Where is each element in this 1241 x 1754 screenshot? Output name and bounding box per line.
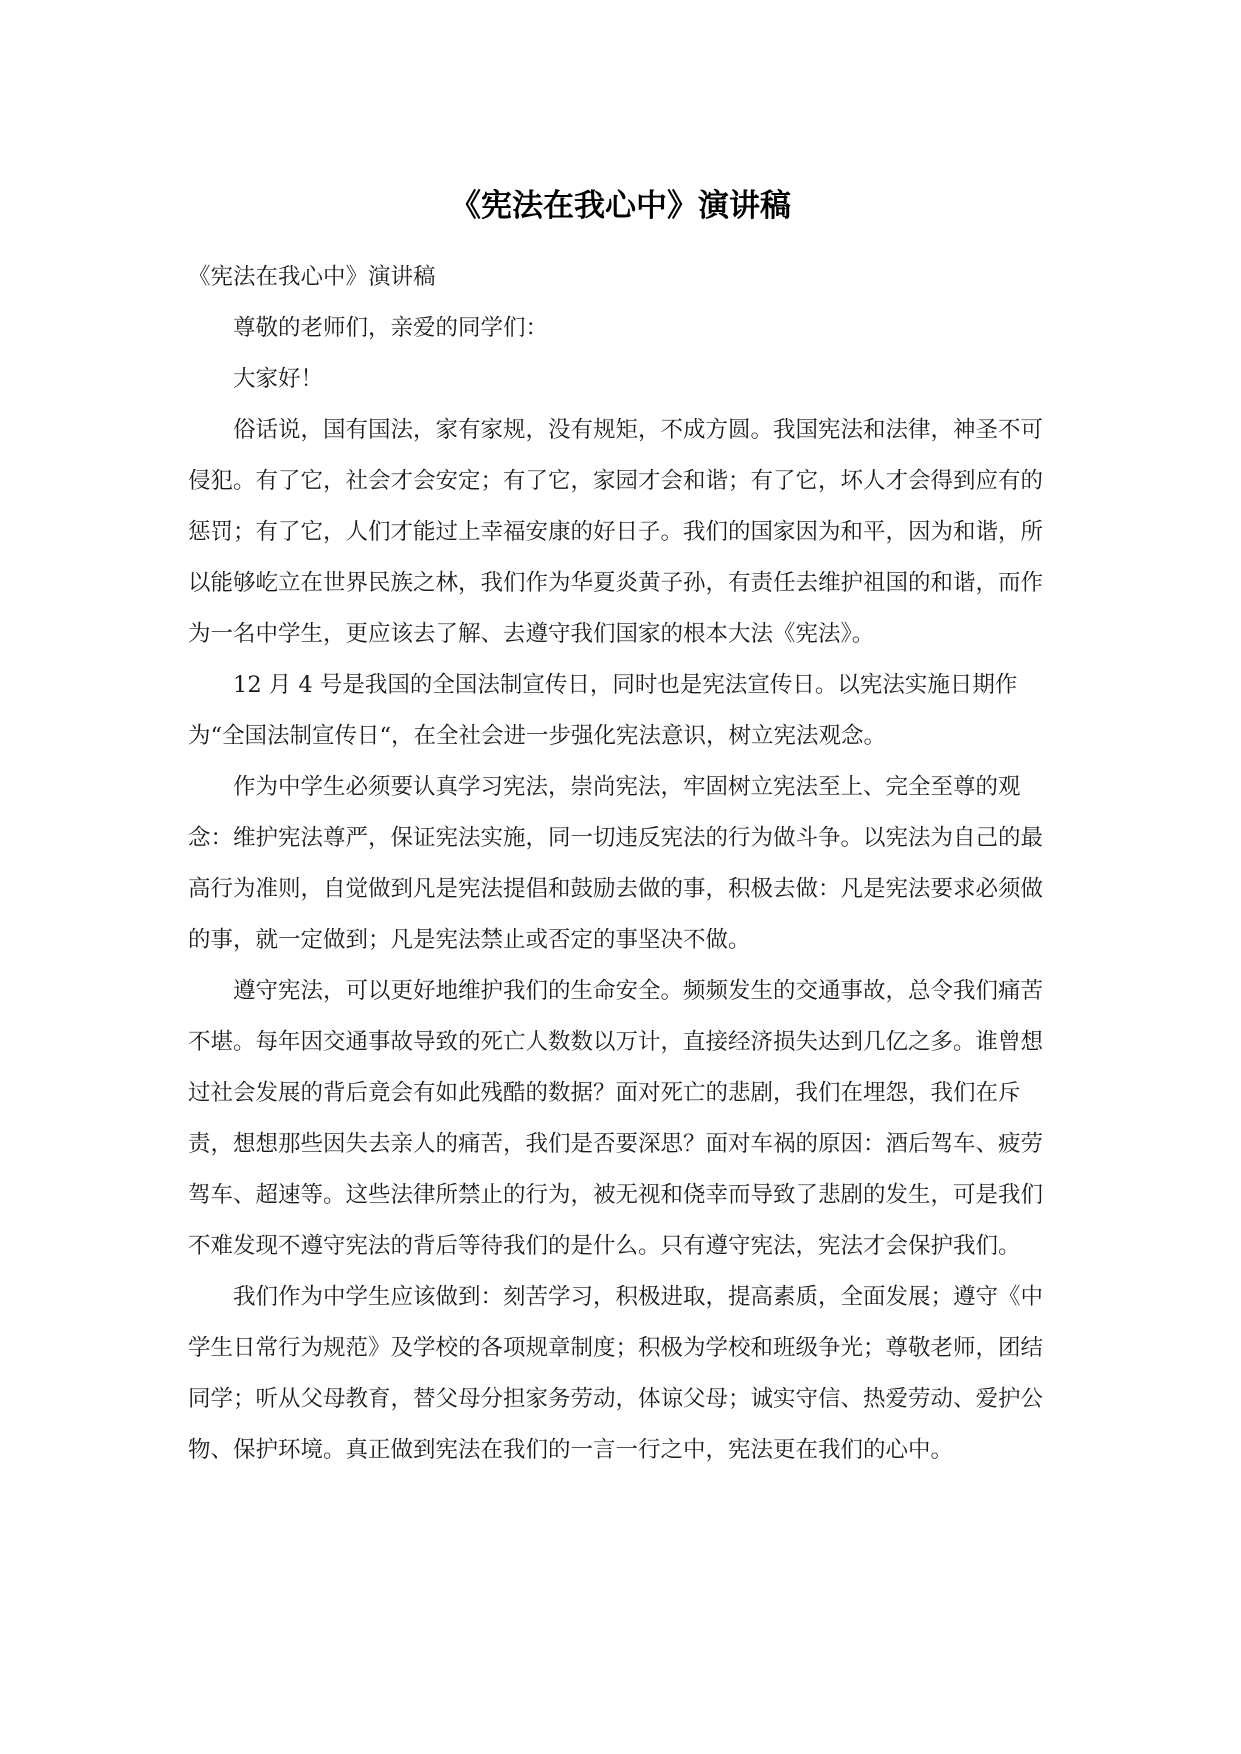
paragraph-student-duty: 作为中学生必须要认真学习宪法，崇尚宪法，牢固树立宪法至上、完全至尊的观念：维护宪法尊严，保证宪法实施，同一切违反宪法的行为做斗争。以宪法为自己的最高行为准则，自觉做到凡是宪法提倡和鼓励去做的事，积极去做：凡是宪法要求必须做的事，就一定做到；凡是宪法禁止或否定的事坚决不做。 bbox=[188, 774, 1044, 953]
paragraph-rules: 俗话说，国有国法，家有家规，没有规矩，不成方圆。我国宪法和法律，神圣不可侵犯。有了它，社会才会安定；有了它，家园才会和谐；有了它，坏人才会得到应有的惩罚；有了它，人们才能过上幸福安康的好日子。我们的国家因为和平，因为和谐，所以能够屹立在世界民族之林，我们作为华夏炎黄子孙，有责任去维护祖国的和谐，而作为一名中学生，更应该去了解、去遵守我们国家的根本大法《宪法》。 bbox=[188, 417, 1044, 647]
paragraph-conclusion: 我们作为中学生应该做到：刻苦学习，积极进取，提高素质，全面发展；遵守《中学生日常行为规范》及学校的各项规章制度；积极为学校和班级争光；尊敬老师，团结同学；听从父母教育，替父母分担家务劳动，体谅父母；诚实守信、热爱劳动、爱护公物、保护环境。真正做到宪法在我们的一言一行之中，宪法更在我们的心中。 bbox=[188, 1284, 1044, 1463]
paragraph-publicity-day: 12 月 4 号是我国的全国法制宣传日，同时也是宪法宣传日。以宪法实施日期作为“全国法制宣传日“，在全社会进一步强化宪法意识，树立宪法观念。 bbox=[188, 672, 1018, 749]
document-subtitle: 《宪法在我心中》演讲稿 bbox=[188, 264, 436, 290]
paragraph-greeting: 尊敬的老师们，亲爱的同学们： bbox=[233, 315, 549, 341]
paragraph-hello: 大家好！ bbox=[233, 366, 324, 392]
document-title: 《宪法在我心中》演讲稿 bbox=[450, 188, 791, 224]
paragraph-safety: 遵守宪法，可以更好地维护我们的生命安全。频频发生的交通事故，总令我们痛苦不堪。每年因交通事故导致的死亡人数数以万计，直接经济损失达到几亿之多。谁曾想过社会发展的背后竟会有如此残酷的数据？面对死亡的悲剧，我们在埋怨，我们在斥责，想想那些因失去亲人的痛苦，我们是否要深思？面对车祸的原因：酒后驾车、疲劳驾车、超速等。这些法律所禁止的行为，被无视和侥幸而导致了悲剧的发生，可是我们不难发现不遵守宪法的背后等待我们的是什么。只有遵守宪法，宪法才会保护我们。 bbox=[188, 978, 1044, 1259]
document-body bbox=[188, 252, 1056, 1476]
